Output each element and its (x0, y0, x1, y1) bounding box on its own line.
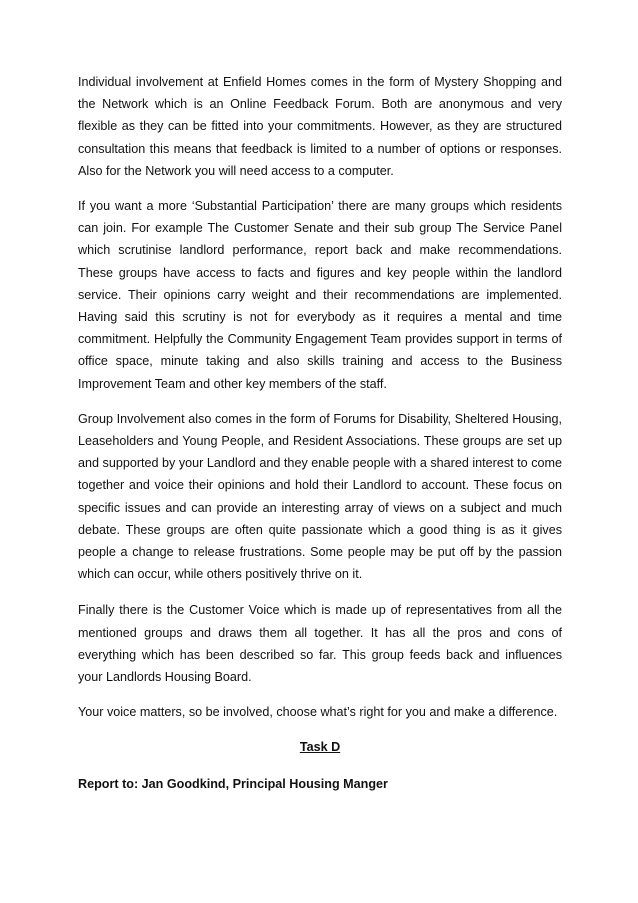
paragraph-your-voice-matters: Your voice matters, so be involved, choose what’s right for you and make a difference. (78, 705, 558, 720)
paragraph-individual-involvement: Individual involvement at Enfield Homes comes in the form of Mystery Shopping and the Network which is an Online Feedback Forum. Both are anonymous and very flexible as they can be fitted into your commitments. However, as they are structured consultation this means that feedback is limited to a number of options or responses. Also for the Network you will need access to a computer. (78, 75, 562, 178)
paragraph-group-involvement: Group Involvement also comes in the form of Forums for Disability, Sheltered Housing, Leaseholders and Young People, and Resident Associations. These groups are set up and supported by your Landlord and they enable people with a shared interest to come together and voice their opinions and hold their Landlord to account. These focus on specific issues and can provide an interesting array of views on a subject and much debate. These groups are often quite passionate which a good thing is as it gives people a change to release frustrations. Some people may be put off by the passion which can occur, while others positively thrive on it. (78, 411, 562, 582)
paragraph-substantial-participation: If you want a more ‘Substantial Participation’ there are many groups which residents can join. For example The Customer Senate and their sub group The Service Panel which scrutinise landlord performance, report back and make recommendations. These groups have access to facts and figures and key people within the landlord service. Their opinions carry weight and their recommendations are implemented. Having said this scrutiny is not for everybody as it requires a mental and time commitment. Helpfully the Community Engagement Team provides support in terms of office space, minute taking and also skills training and access to the Business Improvement Team and other key members of the staff. (78, 199, 562, 391)
paragraph-customer-voice: Finally there is the Customer Voice which is made up of representatives from all the mentioned groups and draws them all together. It has all the pros and cons of everything which has been described so far. This group feeds back and influences your Landlords Housing Board. (78, 603, 562, 685)
report-to-line: Report to: Jan Goodkind, Principal Housing Manger (78, 776, 388, 791)
document-page (78, 71, 562, 795)
task-heading: Task D (299, 740, 341, 755)
